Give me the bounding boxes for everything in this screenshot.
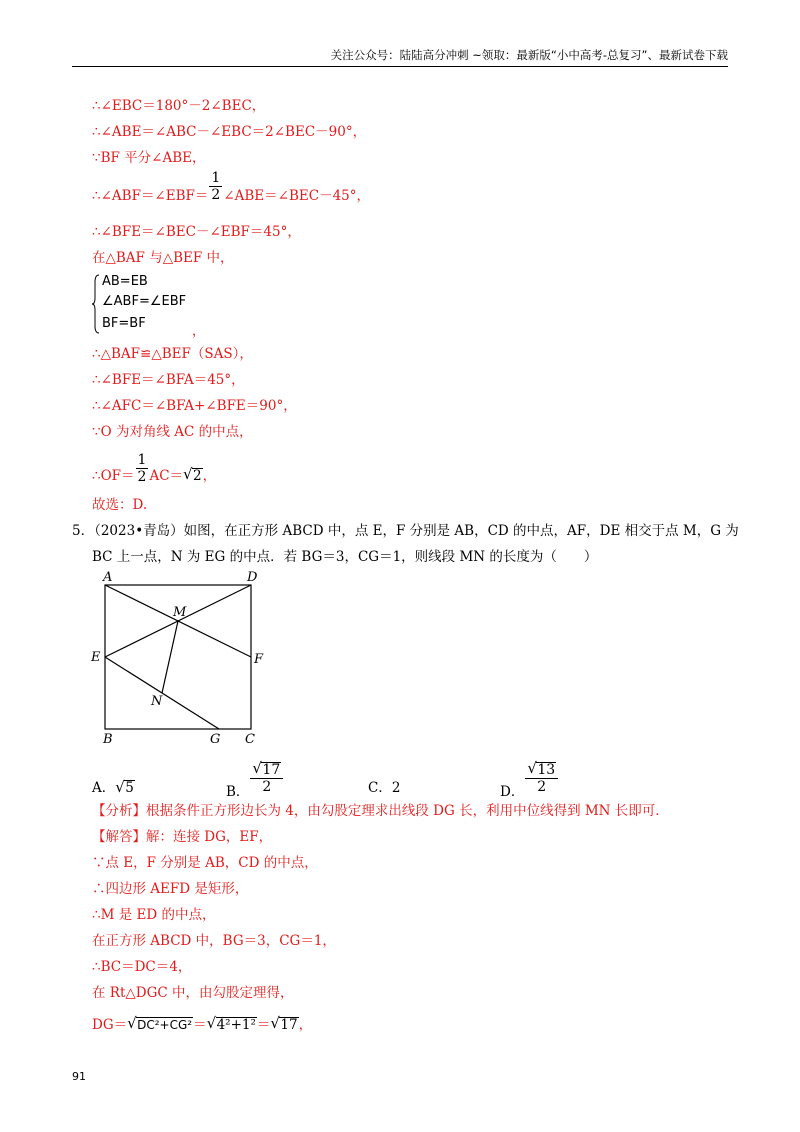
solution-line-10: ∵O 为对角线 AC 的中点， [92, 424, 253, 440]
radicand: DC²+CG² [137, 1018, 193, 1032]
solution-line-1: ∴∠EBC＝180°－2∠BEC， [92, 98, 266, 114]
fraction-half [136, 452, 149, 485]
fraction-numerator: 1 [211, 170, 221, 186]
answer-line-5: 在正方形 ABCD 中，BG＝3，CG＝1， [92, 933, 336, 949]
choice-a-label: A． [92, 780, 116, 796]
label-b: B [103, 732, 113, 747]
geometry-figure [85, 565, 275, 750]
choice-c-value: 2 [391, 780, 401, 796]
label-m: M [173, 605, 187, 620]
label-f: F [254, 652, 264, 667]
sqrt-seventeen [270, 1016, 298, 1034]
choice-b-label: B． [226, 784, 250, 800]
analysis-line: 【分析】根据条件正方形边长为 4，由勾股定理求出线段 DG 长，利用中位线得到 MN 长即可． [92, 803, 669, 819]
sqrt-five [115, 780, 135, 796]
fraction-sqrt13-over-2 [525, 762, 558, 795]
label-e: E [91, 650, 101, 665]
solution-line-2: ∴∠ABE＝∠ABC－∠EBC＝2∠BEC－90°， [92, 124, 367, 140]
answer-line-3: ∴四边形 AEFD 是矩形， [92, 881, 249, 897]
system-row-1: AB=EB [102, 274, 148, 289]
label-a: A [103, 570, 113, 585]
solution-line-9: ∴∠AFC＝∠BFA+∠BFE＝90°， [92, 398, 297, 414]
radicand: 5 [125, 780, 134, 796]
radicand: 2 [193, 468, 202, 484]
radicand: 17 [280, 1017, 298, 1033]
equals: ＝ [256, 1017, 271, 1033]
sqrt-dc-cg [127, 1016, 193, 1034]
fraction-denominator: 2 [211, 187, 221, 203]
problem-5-line-1: 5．（2023•青岛）如图，在正方形 ABCD 中，点 E，F 分别是 AB，CD 的中点，AF，DE 相交于点 M，G 为 [72, 523, 739, 539]
answer-line-8-post: ， [298, 1017, 313, 1033]
brace-icon [92, 274, 100, 334]
solution-line-5: ∴∠BFE＝∠BEC－∠EBF＝45°， [92, 224, 301, 240]
radicand: 13 [537, 762, 556, 778]
choice-a [92, 776, 135, 796]
fraction-numerator: 1 [137, 452, 147, 468]
solution-line-8: ∴∠BFE＝∠BFA＝45°， [92, 372, 245, 388]
solution-line-11-post: ， [202, 468, 217, 484]
answer-line-8-pre: DG＝ [92, 1017, 128, 1033]
fraction-denominator: 2 [262, 779, 272, 795]
solution-line-6: 在△BAF 与△BEF 中， [92, 250, 234, 266]
page-number: 91 [72, 1070, 86, 1083]
fraction-sqrt17-over-2 [250, 762, 283, 795]
solution-line-4 [92, 170, 371, 213]
system-row-2: ∠ABF=∠EBF [102, 294, 187, 309]
choice-c [368, 776, 400, 796]
radicand: 4²+1² [216, 1017, 256, 1033]
solution-line-4-pre: ∴∠ABF＝∠EBF＝ [92, 188, 209, 204]
choice-d-label: D． [500, 784, 525, 800]
fraction-half [209, 170, 222, 203]
system-row-3: BF=BF [102, 316, 146, 331]
solution-line-12: 故选：D. [92, 497, 148, 513]
solution-line-7: ∴△BAF≌△BEF（SAS）， [92, 346, 253, 362]
answer-line-7: 在 Rt△DGC 中，由勾股定理得， [92, 985, 294, 1001]
fraction-denominator: 2 [137, 469, 147, 485]
solution-line-4-post: ∠ABE＝∠BEC－45°， [223, 188, 371, 204]
sqrt-four-one [207, 1016, 257, 1034]
sqrt-seventeen [252, 762, 281, 778]
radicand: 17 [262, 762, 281, 778]
solution-line-11 [92, 452, 217, 493]
answer-line-8 [92, 1016, 312, 1034]
label-g: G [210, 732, 221, 747]
system-comma: ， [192, 324, 206, 339]
choice-c-label: C． [368, 780, 392, 796]
label-n: N [151, 694, 163, 709]
solution-line-11-pre: ∴OF＝ [92, 468, 135, 484]
answer-line-1: 【解答】解：连接 DG，EF， [92, 829, 273, 845]
page-header: 关注公众号：陆陆高分冲刺 ~领取：最新版“小中高考-总复习”、最新试卷下载 [72, 48, 728, 67]
sqrt-two [183, 467, 203, 485]
label-c: C [245, 732, 255, 747]
fraction-denominator: 2 [537, 779, 547, 795]
answer-line-2: ∵点 E，F 分别是 AB，CD 的中点， [92, 855, 318, 871]
segment-mn [162, 621, 178, 693]
solution-line-11-mid: AC＝ [149, 468, 184, 484]
problem-5-line-2: BC 上一点，N 为 EG 的中点．若 BG＝3，CG＝1，则线段 MN 的长度为（ ） [92, 549, 598, 565]
answer-line-6: ∴BC＝DC＝4， [92, 959, 192, 975]
answer-line-4: ∴M 是 ED 的中点， [92, 907, 216, 923]
sqrt-thirteen [527, 762, 556, 778]
label-d: D [247, 570, 258, 585]
solution-line-3: ∵BF 平分∠ABE， [92, 150, 206, 166]
equals: ＝ [193, 1017, 207, 1033]
